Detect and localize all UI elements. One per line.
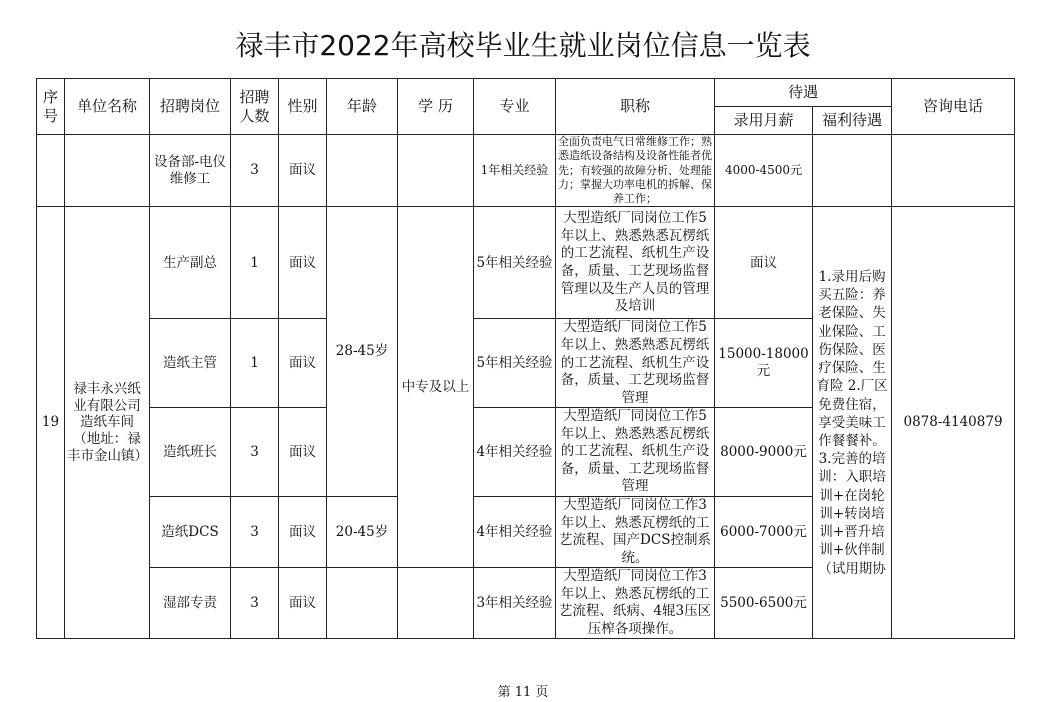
group-age-b: 20-45岁 [327, 496, 398, 567]
table-row-top-position: 设备部-电仪维修工 [150, 135, 231, 207]
header-unit: 单位名称 [65, 79, 150, 135]
table-row-top-edu [398, 135, 474, 207]
group-unit: 禄丰永兴纸业有限公司造纸车间（地址：禄丰市金山镇） [65, 207, 150, 639]
row3-major: 4年相关经验 [474, 408, 556, 497]
header-age: 年龄 [327, 79, 398, 135]
table-row-top-gender: 面议 [279, 135, 327, 207]
row1-hire-salary: 面议 [715, 207, 813, 319]
header-welfare: 福利待遇 [813, 107, 892, 135]
group-seq: 19 [37, 207, 65, 639]
row3-position: 造纸班长 [150, 408, 231, 497]
group-age-a: 28-45岁 [327, 207, 398, 496]
header-major: 专业 [474, 79, 556, 135]
table-row-top-rank: 全面负责电气日常维修工作；熟悉造纸设备结构及设备性能者优先；有较强的故障分析、处理能力；掌握大功率电机的拆解、保养工作； [556, 135, 715, 207]
header-count: 招聘人数 [231, 79, 279, 135]
jobs-table [36, 78, 1015, 639]
row1-rank: 大型造纸厂同岗位工作5年以上、熟悉熟悉瓦楞纸的工艺流程、纸机生产设备，质量、工艺现场监督管理以及生产人员的管理及培训 [556, 207, 715, 319]
row5-count: 3 [231, 568, 279, 639]
table-row-top-welfare [813, 135, 892, 207]
table-row-top-count: 3 [231, 135, 279, 207]
row4-major: 4年相关经验 [474, 496, 556, 567]
row5-rank: 大型造纸厂同岗位工作3年以上、熟悉瓦楞纸的工艺流程、纸病、4辊3压区压榨各项操作。 [556, 568, 715, 639]
row1-count: 1 [231, 207, 279, 319]
row4-position: 造纸DCS [150, 496, 231, 567]
table-row-top-major: 1年相关经验 [474, 135, 556, 207]
row3-count: 3 [231, 408, 279, 497]
page-number: 第 11 页 [497, 685, 549, 700]
group-welfare: 1.录用后购买五险：养老保险、失业保险、工伤保险、医疗保险、生育险 2.厂区免费住宿，享受美味工作餐餐补。3.完善的培训：入职培训+在岗轮训+转岗培训+晋升培训+伙伴制（试用期协 [813, 207, 892, 639]
row5-hire-salary: 5500-6500元 [715, 568, 813, 639]
header-edu: 学 历 [398, 79, 474, 135]
table-row-top-phone [892, 135, 1015, 207]
row2-hire-salary: 15000-18000元 [715, 319, 813, 408]
row4-count: 3 [231, 496, 279, 567]
header-gender: 性别 [279, 79, 327, 135]
row2-rank: 大型造纸厂同岗位工作5年以上、熟悉熟悉瓦楞纸的工艺流程、纸机生产设备，质量、工艺现场监督管理 [556, 319, 715, 408]
header-hire-salary: 录用月薪 [715, 107, 813, 135]
row2-major: 5年相关经验 [474, 319, 556, 408]
table-wrapper [36, 78, 1014, 637]
table-row-top-age [327, 135, 398, 207]
row1-gender: 面议 [279, 207, 327, 319]
row4-hire-salary: 6000-7000元 [715, 496, 813, 567]
unit-cell-empty [65, 135, 150, 207]
row1-position: 生产副总 [150, 207, 231, 319]
group-edu: 中专及以上 [398, 207, 474, 568]
row5-age-empty [327, 568, 398, 639]
row5-edu-empty [398, 568, 474, 639]
group-phone: 0878-4140879 [892, 207, 1015, 639]
header-seq: 序号 [37, 79, 65, 135]
row3-rank: 大型造纸厂同岗位工作5年以上、熟悉熟悉瓦楞纸的工艺流程、纸机生产设备，质量、工艺现场监督管理 [556, 408, 715, 497]
row5-position: 湿部专责 [150, 568, 231, 639]
header-phone: 咨询电话 [892, 79, 1015, 135]
row5-major: 3年相关经验 [474, 568, 556, 639]
row3-gender: 面议 [279, 408, 327, 497]
header-benefit: 待遇 [715, 79, 892, 107]
header-rank: 职称 [556, 79, 715, 135]
row4-rank: 大型造纸厂同岗位工作3年以上、熟悉瓦楞纸的工艺流程、国产DCS控制系统。 [556, 496, 715, 567]
row2-count: 1 [231, 319, 279, 408]
seq-cell-empty [37, 135, 65, 207]
row3-hire-salary: 8000-9000元 [715, 408, 813, 497]
row2-position: 造纸主管 [150, 319, 231, 408]
page-title: 禄丰市2022年高校毕业生就业岗位信息一览表 [235, 29, 811, 62]
row4-gender: 面议 [279, 496, 327, 567]
row2-gender: 面议 [279, 319, 327, 408]
row5-gender: 面议 [279, 568, 327, 639]
row1-major: 5年相关经验 [474, 207, 556, 319]
table-row-top-hire-salary: 4000-4500元 [715, 135, 813, 207]
header-position: 招聘岗位 [150, 79, 231, 135]
